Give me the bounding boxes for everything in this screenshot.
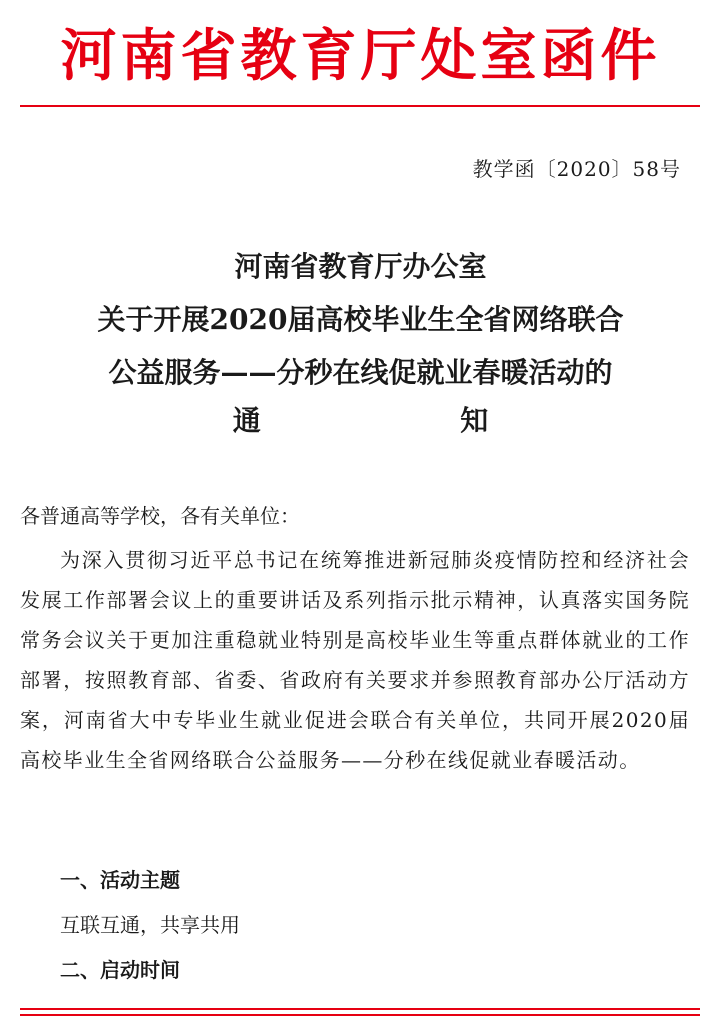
title-line-3: 公益服务——分秒在线促就业春暖活动的 <box>108 356 613 389</box>
notice-word <box>0 394 721 447</box>
footer-red-rule <box>20 1008 700 1010</box>
section-heading-theme: 一、活动主题 <box>60 868 180 892</box>
section-content-theme: 互联互通，共享共用 <box>60 913 240 937</box>
document-number: 教学函〔2020〕58号 <box>472 157 681 181</box>
notice-char-2: 知 <box>460 404 489 437</box>
footer-red-rule-2 <box>20 1014 700 1016</box>
title-line-2: 关于开展2020届高校毕业生全省网络联合 <box>97 303 624 336</box>
title-line-1: 河南省教育厅办公室 <box>234 250 487 283</box>
document-title <box>0 240 721 399</box>
body-paragraph: 为深入贯彻习近平总书记在统筹推进新冠肺炎疫情防控和经济社会发展工作部署会议上的重要讲话及系列指示批示精神，认真落实国务院常务会议关于更加注重稳就业特别是高校毕业生等重点群体就业的工作部署，按照教育部、省委、省政府有关要求并参照教育部办公厅活动方案，河南省大中专毕业生就业促进会联合有关单位，共同开展2020届高校毕业生全省网络联合公益服务——分秒在线促就业春暖活动。 <box>20 548 690 772</box>
letterhead-red-rule <box>20 105 700 107</box>
section-heading-start-time: 二、启动时间 <box>60 958 180 982</box>
notice-char-1: 通 <box>232 404 261 437</box>
salutation: 各普通高等学校，各有关单位： <box>20 504 300 528</box>
letterhead-title: 河南省教育厅处室函件 <box>60 23 661 89</box>
